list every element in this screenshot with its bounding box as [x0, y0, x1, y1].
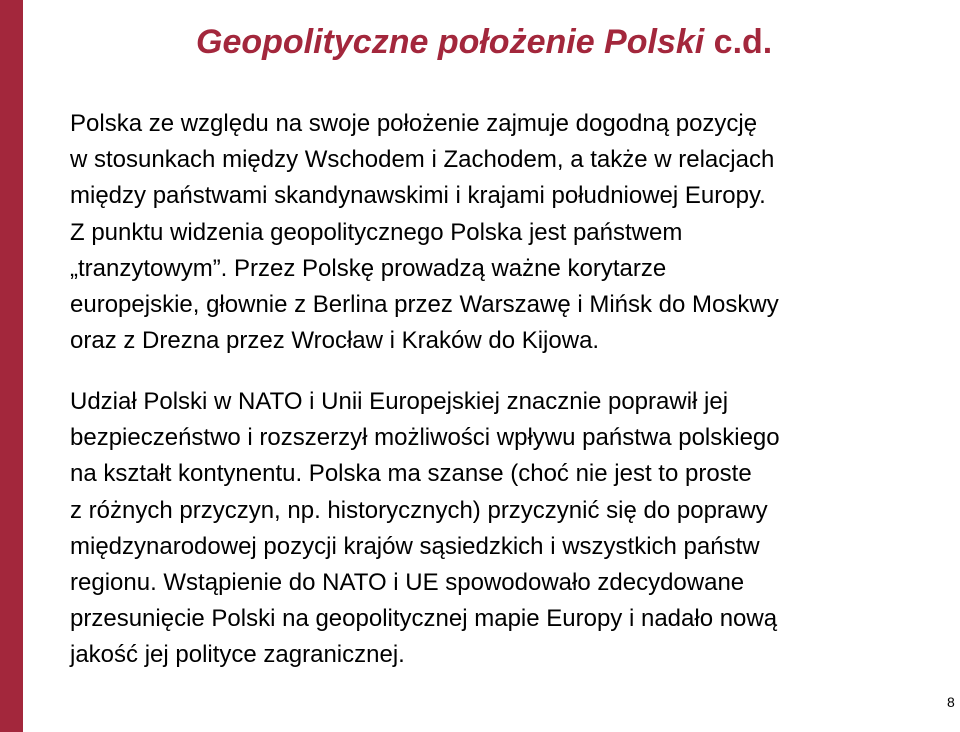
slide-title — [196, 18, 772, 66]
paragraph-geopolitical-position: Polska ze względu na swoje położenie zajmuje dogodną pozycję w stosunkach między Wschodem i Zachodem, a także w relacjach między państwami skandynawskimi i krajami południowej Europy. Z punktu widzenia geopolitycznego Polska jest państwem „tranzytowym”. Przez Polskę prowadzą ważne korytarze europejskie, głownie z Berlina przez Warszawę i Mińsk do Moskwy oraz z Drezna przez Wrocław i Kraków do Kijowa. — [70, 110, 779, 355]
accent-side-bar — [0, 0, 23, 732]
paragraph-nato-eu-membership: Udział Polski w NATO i Unii Europejskiej znacznie poprawił jej bezpieczeństwo i rozszerzył możliwości wpływu państwa polskiego na kształt kontynentu. Polska ma szanse (choć nie jest to proste z różnych przyczyn, np. historycznych) przyczynić się do poprawy międzynarodowej pozycji krajów sąsiedzkich i wszystkich państw regionu. Wstąpienie do NATO i UE spowodowało zdecydowane przesunięcie Polski na geopolitycznej mapie Europy i nadało nową jakość jej polityce zagranicznej. — [70, 388, 780, 669]
slide-title-suffix: c.d. — [704, 23, 773, 61]
slide-title-main: Geopolityczne położenie Polski — [196, 23, 705, 61]
page-number: 8 — [947, 694, 955, 710]
